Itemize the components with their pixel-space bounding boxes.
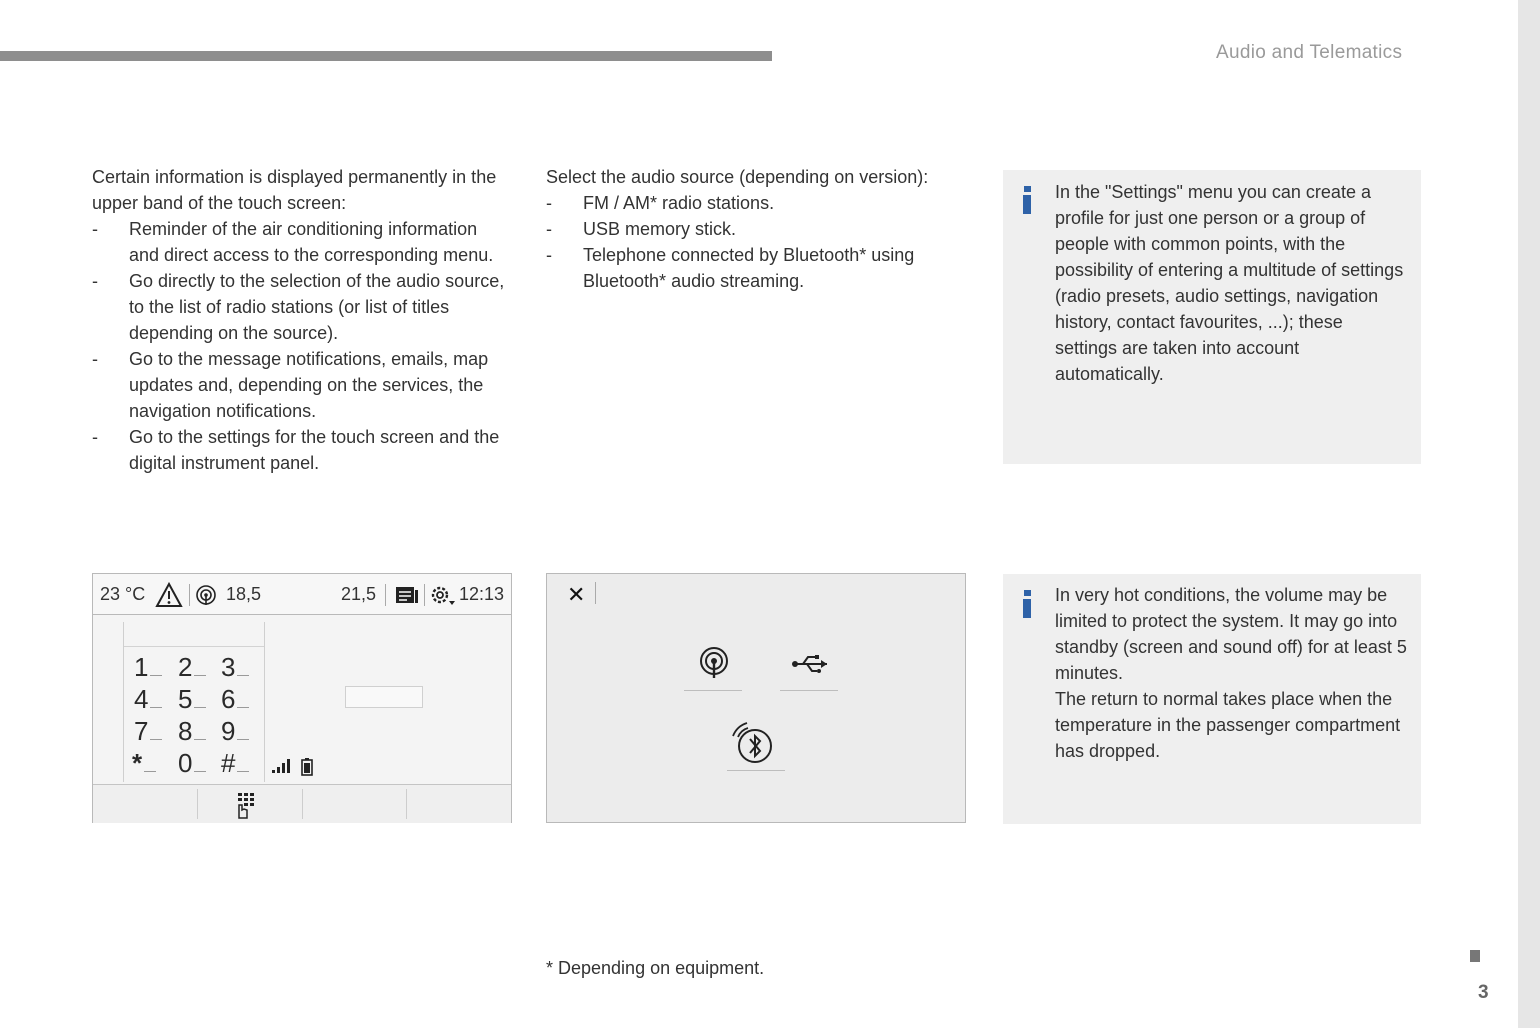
- warning-icon[interactable]: [155, 582, 183, 608]
- list-item: - Reminder of the air conditioning information and direct access to the corresponding menu.: [92, 219, 494, 265]
- list-item: - USB memory stick.: [546, 219, 737, 239]
- key-0[interactable]: 0: [178, 748, 206, 779]
- separator: [302, 789, 303, 819]
- key-7[interactable]: 7: [134, 716, 162, 747]
- touchscreen-source-select: [546, 573, 966, 823]
- section-title: Audio and Telematics: [1216, 42, 1403, 63]
- keypad-header: [124, 622, 264, 647]
- key-5[interactable]: 5: [178, 684, 206, 715]
- bottom-tab-bar: [93, 784, 511, 823]
- bullet-list: [92, 216, 512, 476]
- key-1[interactable]: 1: [134, 652, 162, 683]
- separator: [406, 789, 407, 819]
- key-8[interactable]: 8: [178, 716, 206, 747]
- usb-icon[interactable]: [791, 654, 831, 674]
- source-underline: [684, 690, 742, 691]
- right-temperature: 21,5: [341, 584, 377, 604]
- source-underline: [727, 770, 785, 771]
- key-star[interactable]: *: [132, 748, 156, 779]
- bullet-list: [546, 190, 966, 294]
- settings-icon[interactable]: [429, 583, 457, 607]
- list-item: - Telephone connected by Bluetooth* using Bluetooth* audio streaming.: [546, 245, 915, 291]
- header-bar: [0, 51, 772, 61]
- outside-temperature: 23 °C: [100, 584, 146, 604]
- info-text: In the "Settings" menu you can create a profile for just one person or a group of people with common points, with the possibility of entering a multitude of settings (radio presets, audio settings, navigation history, contact favourites, ...); these settings are taken into account automatically.: [1055, 182, 1404, 384]
- list-item: - Go to the message notifications, emails, map updates and, depending on the services, the navigation notifications.: [92, 349, 489, 421]
- separator: [189, 584, 190, 606]
- info-icon: [1022, 186, 1032, 214]
- keypad-icon[interactable]: [235, 792, 261, 820]
- phone-keypad: [123, 622, 265, 782]
- radio-icon[interactable]: [697, 646, 731, 680]
- column-audio-source: [546, 164, 966, 294]
- page-number: 3: [1478, 982, 1489, 1003]
- list-item: - Go directly to the selection of the audio source, to the list of radio stations (or list of titles depending on the source).: [92, 271, 505, 343]
- key-2[interactable]: 2: [178, 652, 206, 683]
- key-9[interactable]: 9: [221, 716, 249, 747]
- separator: [197, 789, 198, 819]
- source-underline: [780, 690, 838, 691]
- page-marker: [1470, 950, 1480, 962]
- info-text: In very hot conditions, the volume may be limited to protect the system. It may go into standby (screen and sound off) for at least 5 minutes.: [1055, 585, 1407, 683]
- key-3[interactable]: 3: [221, 652, 249, 683]
- info-text-2: The return to normal takes place when the temperature in the passenger compartment has dropped.: [1055, 689, 1401, 761]
- info-icon: [1022, 590, 1032, 618]
- list-item: - FM / AM* radio stations.: [546, 193, 775, 213]
- separator: [424, 584, 425, 606]
- separator: [385, 584, 386, 606]
- bluetooth-icon[interactable]: [729, 720, 775, 766]
- list-item: - Go to the settings for the touch screen and the digital instrument panel.: [92, 427, 500, 473]
- close-button[interactable]: ✕: [567, 582, 586, 607]
- touchscreen-keypad: [92, 573, 512, 823]
- key-4[interactable]: 4: [134, 684, 162, 715]
- number-field[interactable]: [345, 686, 423, 708]
- signal-icon: [271, 758, 293, 774]
- intro-text: Select the audio source (depending on version):: [546, 167, 929, 187]
- info-box-hot-conditions: [1003, 574, 1421, 824]
- messages-icon[interactable]: [395, 585, 419, 605]
- key-6[interactable]: 6: [221, 684, 249, 715]
- footnote: * Depending on equipment.: [546, 958, 765, 978]
- column-upper-band: [92, 164, 512, 476]
- battery-icon: [301, 758, 313, 776]
- info-box-settings: [1003, 170, 1421, 464]
- clock: 12:13: [459, 584, 505, 604]
- page-edge: [1518, 0, 1540, 1028]
- intro-text: Certain information is displayed permanently in the upper band of the touch screen:: [92, 167, 497, 213]
- separator: [595, 582, 596, 604]
- radio-icon[interactable]: [195, 584, 217, 606]
- upper-band: [93, 574, 511, 615]
- key-hash[interactable]: #: [221, 748, 249, 779]
- left-temperature: 18,5: [226, 584, 262, 604]
